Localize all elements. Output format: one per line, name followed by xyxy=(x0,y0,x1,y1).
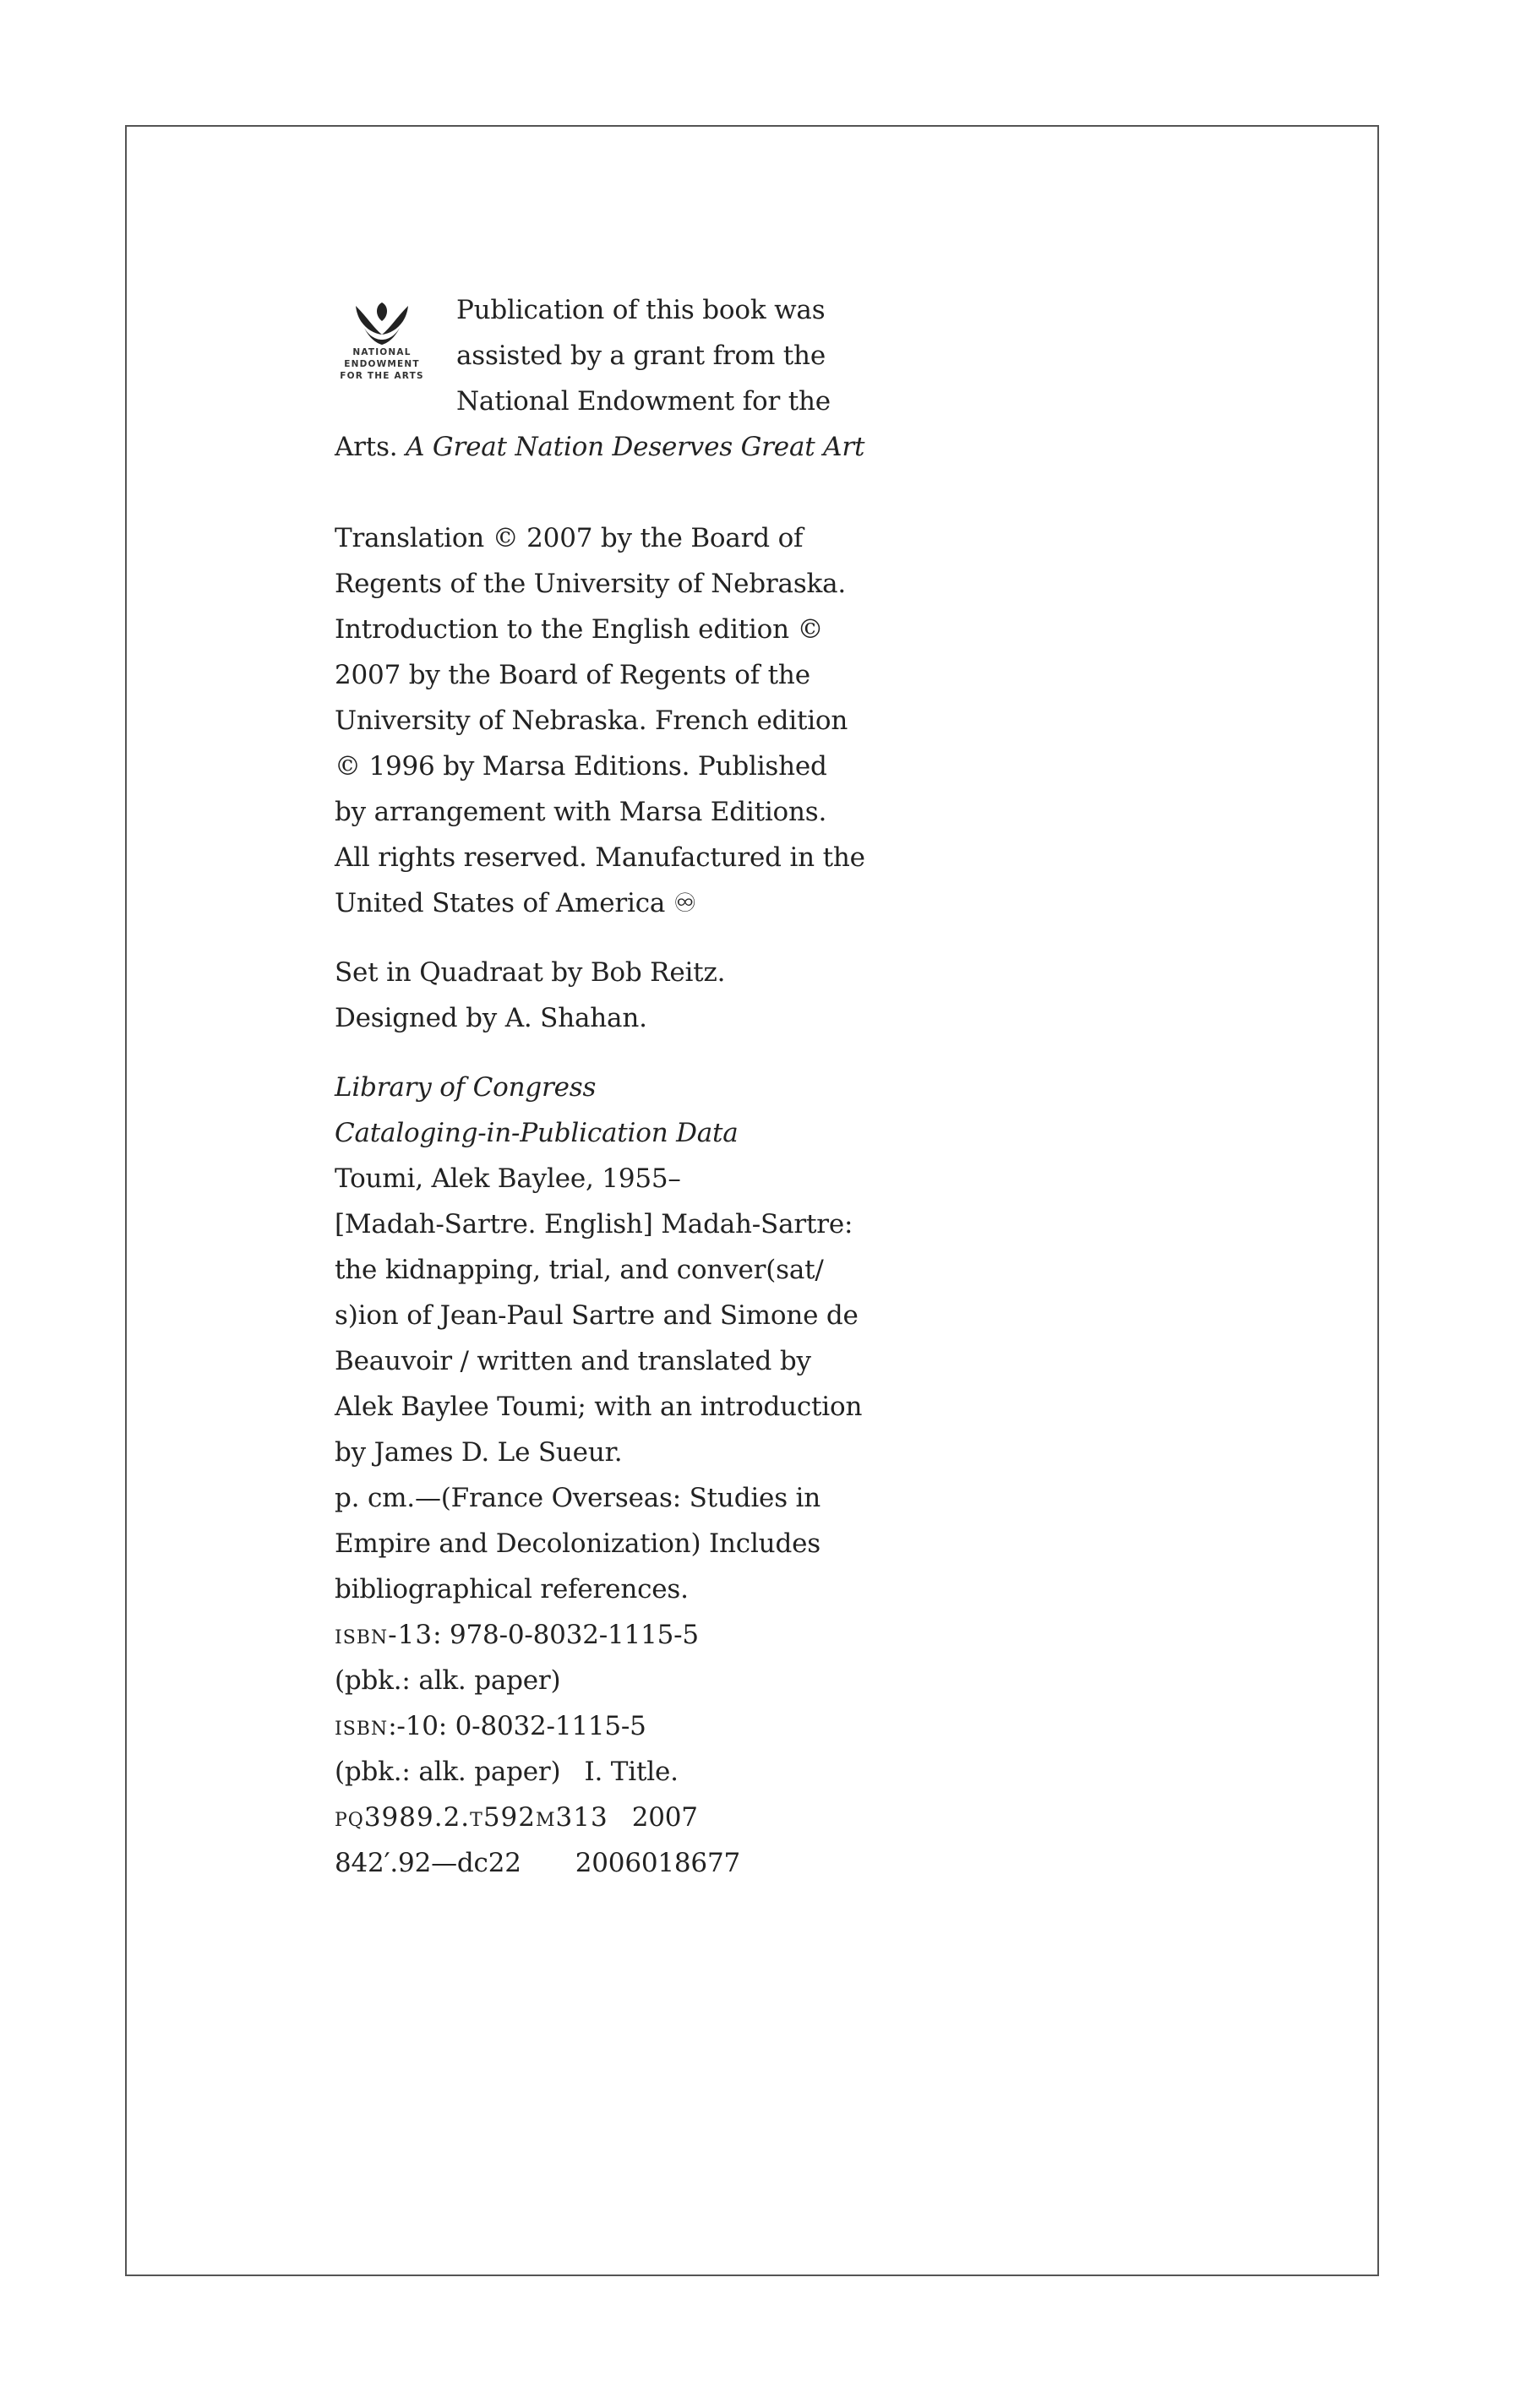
design-credits xyxy=(335,950,808,1041)
copyright-page-text xyxy=(335,287,865,1886)
copyright-line: 2007 by the Board of Regents of the xyxy=(335,660,810,690)
cip-line: Beauvoir / written and translated by xyxy=(335,1346,811,1376)
grant-notice xyxy=(335,287,865,470)
cip-data xyxy=(335,1065,863,1886)
nea-logo-text xyxy=(335,346,429,382)
lc-year: 2007 xyxy=(631,1802,698,1833)
dewey-number: 842′.92—dc22 xyxy=(335,1848,521,1878)
nea-flower-icon xyxy=(352,297,412,346)
dewey-line xyxy=(335,1840,808,1886)
title-entry: I. Title. xyxy=(584,1757,679,1787)
cip-heading: Cataloging-in-Publication Data xyxy=(335,1118,739,1148)
copyright-line: Translation © 2007 by the Board of xyxy=(335,523,804,553)
copyright-notice xyxy=(335,515,865,926)
nea-logo-line: NATIONAL xyxy=(352,347,412,357)
design-line: Set in Quadraat by Bob Reitz. xyxy=(335,957,726,988)
cip-line: by James D. Le Sueur. xyxy=(335,1437,623,1468)
cip-line: Empire and Decolonization) Includes xyxy=(335,1528,820,1559)
isbn10-value: :-10: 0-8032-1115-5 xyxy=(388,1711,646,1741)
isbn13-line xyxy=(335,1612,808,1658)
lccn: 2006018677 xyxy=(575,1848,740,1878)
lc-class: pq3989.2.t592m313 xyxy=(335,1802,608,1833)
isbn10-note-line xyxy=(335,1749,808,1795)
cip-line: s)ion of Jean-Paul Sartre and Simone de xyxy=(335,1300,859,1331)
cip-line: Alek Baylee Toumi; with an introduction xyxy=(335,1392,863,1422)
copyright-line: Regents of the University of Nebraska. xyxy=(335,569,847,599)
nea-logo-line: FOR THE ARTS xyxy=(340,371,424,381)
nea-motto: A Great Nation Deserves Great Art xyxy=(406,432,865,462)
nea-logo xyxy=(335,297,429,382)
copyright-line: All rights reserved. Manufactured in the xyxy=(335,842,865,873)
cip-line: bibliographical references. xyxy=(335,1574,689,1604)
cip-line: p. cm.—(France Overseas: Studies in xyxy=(335,1483,821,1513)
cip-heading: Library of Congress xyxy=(335,1072,597,1103)
lc-class-line xyxy=(335,1795,808,1840)
copyright-line: University of Nebraska. French edition xyxy=(335,706,848,736)
copyright-line: by arrangement with Marsa Editions. xyxy=(335,797,827,827)
isbn13-label: isbn-13 xyxy=(335,1620,433,1650)
copyright-line: © 1996 by Marsa Editions. Published xyxy=(335,751,827,782)
isbn10-note: (pbk.: alk. paper) xyxy=(335,1757,561,1787)
nea-logo-line: ENDOWMENT xyxy=(344,359,420,369)
cip-line: Toumi, Alek Baylee, 1955– xyxy=(335,1163,681,1194)
cip-line: the kidnapping, trial, and conver(sat/ xyxy=(335,1255,824,1285)
copyright-line: Introduction to the English edition © xyxy=(335,614,824,645)
isbn13-note: (pbk.: alk. paper) xyxy=(335,1665,561,1696)
grant-line: National Endowment for the xyxy=(456,386,831,417)
grant-line: Publication of this book was xyxy=(456,295,826,325)
grant-line: assisted by a grant from the xyxy=(456,340,826,371)
cip-line: [Madah-Sartre. English] Madah-Sartre: xyxy=(335,1209,853,1239)
isbn13-value: : 978-0-8032-1115-5 xyxy=(433,1620,699,1650)
grant-line-last xyxy=(335,424,865,470)
copyright-line: United States of America ♾ xyxy=(335,888,697,918)
isbn10-line xyxy=(335,1703,808,1749)
grant-prefix: Arts. xyxy=(335,432,398,462)
isbn10-label: isbn xyxy=(335,1711,389,1741)
design-line: Designed by A. Shahan. xyxy=(335,1003,647,1033)
